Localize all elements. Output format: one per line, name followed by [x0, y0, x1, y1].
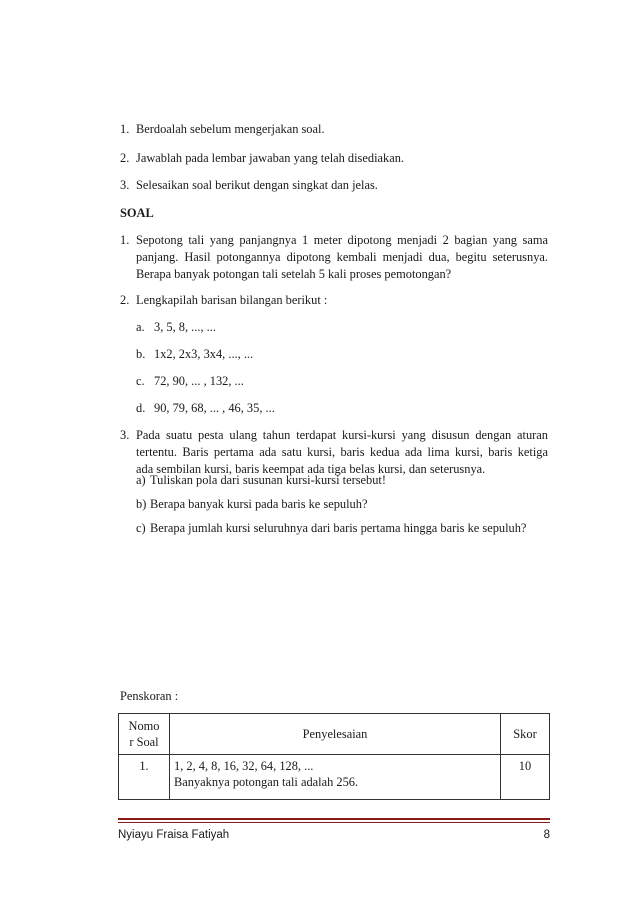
question-2-item-d: [136, 400, 275, 417]
penskoran-label: Penskoran :: [120, 689, 179, 703]
item-text: 3, 5, 8, ..., ...: [154, 320, 216, 334]
item-text: 1x2, 2x3, 3x4, ..., ...: [154, 347, 254, 361]
instruction-3: [120, 177, 378, 194]
footer-page-number: 8: [543, 829, 550, 841]
cell-penyelesaian: [170, 755, 501, 800]
question-1-line: panjang. Hasil potongannya dipotong kembali menjadi dua, begitu seterusnya.: [136, 250, 548, 264]
instruction-number: 1.: [120, 122, 130, 136]
question-2: [120, 292, 327, 309]
question-3-line: Pada suatu pesta ulang tahun terdapat kursi-kursi yang disusun dengan aturan: [136, 428, 548, 442]
question-2-text: Lengkapilah barisan bilangan berikut :: [136, 293, 328, 307]
instruction-number: 2.: [120, 151, 130, 165]
footer-divider-thin: [118, 822, 550, 823]
question-2-item-a: [136, 319, 216, 336]
instruction-text: Berdoalah sebelum mengerjakan soal.: [136, 122, 325, 136]
question-3-item-c: [136, 520, 526, 537]
table-row: [119, 755, 550, 800]
item-label: c): [136, 521, 146, 535]
item-label: a): [136, 473, 146, 487]
footer-divider: [118, 818, 550, 820]
instruction-number: 3.: [120, 178, 130, 192]
question-3-line: ada sembilan kursi, baris keempat ada tiga belas kursi, dan seterusnya.: [136, 462, 486, 476]
question-3-text: [136, 427, 548, 478]
instruction-text: Jawablah pada lembar jawaban yang telah disediakan.: [136, 151, 405, 165]
item-label: a.: [136, 320, 145, 334]
question-2-item-b: [136, 346, 253, 363]
question-1-line: Berapa banyak potongan tali setelah 5 kali proses pemotongan?: [136, 267, 452, 281]
scoring-table: [118, 713, 550, 800]
question-3-line: tertentu. Baris pertama ada satu kursi, baris kedua ada lima kursi, baris ketiga: [136, 445, 548, 459]
item-label: b): [136, 497, 147, 511]
penyelesaian-line: 1, 2, 4, 8, 16, 32, 64, 128, ...: [174, 759, 314, 773]
item-label: d.: [136, 401, 146, 415]
item-label: c.: [136, 374, 145, 388]
cell-nomor: 1.: [119, 755, 170, 800]
question-3-item-b: [136, 496, 367, 513]
instruction-2: [120, 150, 404, 167]
cell-skor: 10: [501, 755, 550, 800]
item-text: Tuliskan pola dari susunan kursi-kursi tersebut!: [150, 473, 386, 487]
question-1-text: [136, 232, 548, 283]
item-text: Berapa banyak kursi pada baris ke sepuluh?: [150, 497, 368, 511]
header-penyelesaian: Penyelesaian: [170, 714, 501, 755]
question-1-line: Sepotong tali yang panjangnya 1 meter dipotong menjadi 2 bagian yang sama: [136, 233, 548, 247]
soal-heading: SOAL: [120, 206, 154, 220]
header-nomor-line: Nomo: [128, 719, 160, 733]
question-2-number: 2.: [120, 293, 130, 307]
header-skor: Skor: [501, 714, 550, 755]
item-text: Berapa jumlah kursi seluruhnya dari baris pertama hingga baris ke sepuluh?: [150, 521, 527, 535]
table-header-row: [119, 714, 550, 755]
item-text: 72, 90, ... , 132, ...: [154, 374, 244, 388]
item-label: b.: [136, 347, 146, 361]
question-3-number: 3.: [120, 428, 130, 442]
question-1-number: 1.: [120, 233, 130, 247]
item-text: 90, 79, 68, ... , 46, 35, ...: [154, 401, 275, 415]
footer-author: Nyiayu Fraisa Fatiyah: [118, 829, 230, 841]
penyelesaian-line: Banyaknya potongan tali adalah 256.: [174, 775, 359, 789]
instruction-text: Selesaikan soal berikut dengan singkat dan jelas.: [136, 178, 378, 192]
instruction-1: [120, 121, 325, 138]
question-3-item-a: [136, 472, 386, 489]
question-2-item-c: [136, 373, 244, 390]
header-nomor-soal: [119, 714, 170, 755]
header-nomor-line: r Soal: [129, 735, 159, 749]
